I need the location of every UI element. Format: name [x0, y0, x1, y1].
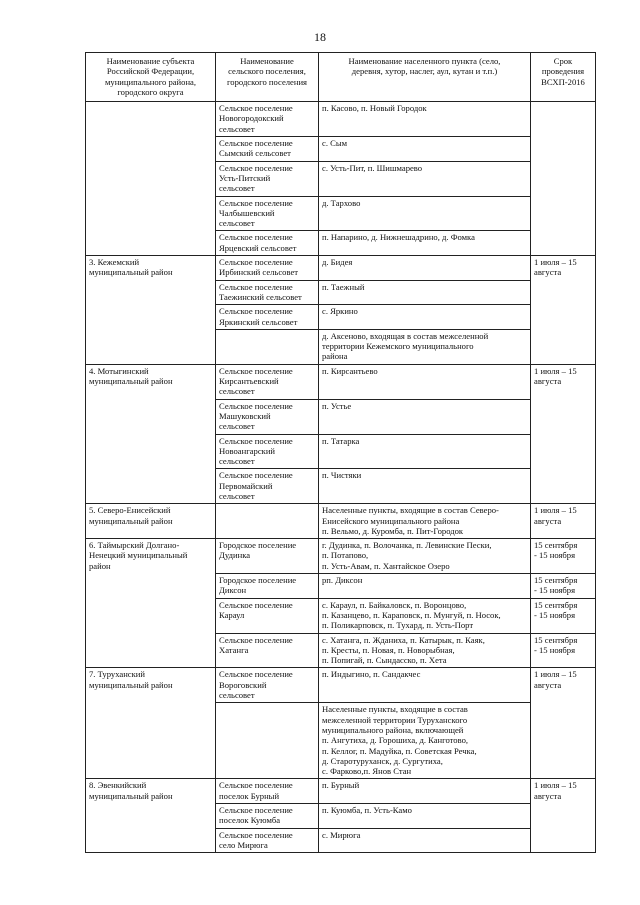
cell-line: территории Кежемского муниципального: [322, 341, 474, 352]
table-header-row: [86, 53, 596, 102]
cell-line: п. Поликарповск, п. Тухард, п. Усть-Порт: [322, 620, 474, 631]
cell-line: 1 июля – 15: [534, 257, 577, 268]
cell-line: п. Индыгино, п. Сандакчес: [322, 669, 421, 680]
cell-line: сельсовет: [219, 218, 255, 229]
settlement-cell: [216, 434, 319, 469]
cell-line: - 15 ноября: [534, 585, 576, 596]
locality-cell: [319, 434, 531, 469]
settlement-cell: [216, 633, 319, 668]
cell-line: 1 июля – 15: [534, 780, 577, 791]
period-cell: [531, 779, 596, 853]
settlement-cell: [216, 231, 319, 256]
cell-line: Сельское поселение: [219, 365, 293, 376]
cell-line: поселок Куюмба: [219, 815, 281, 826]
cell-line: Сельское поселение: [219, 435, 293, 446]
cell-line: д. Старотуруханск, д. Сургутиха,: [322, 755, 443, 766]
cell-line: Населенные пункты, входящие в состав Северо-: [322, 505, 499, 516]
cell-line: деревня, хутор, наслег, аул, кутан и т.п.): [351, 66, 498, 77]
cell-line: 5. Северо-Енисейский: [89, 505, 171, 516]
cell-line: Наименование населенного пункта (село,: [348, 56, 501, 66]
settlement-cell: [216, 256, 319, 281]
cell-line: сельсовет: [219, 690, 255, 701]
cell-line: Новоангарский: [219, 445, 276, 456]
cell-line: Населенные пункты, входящие в состав: [322, 704, 468, 715]
settlement-cell: [216, 305, 319, 330]
cell-line: сельсовет: [219, 490, 255, 501]
period-cell: [531, 256, 596, 365]
table-row: [86, 539, 596, 574]
locality-cell: [319, 469, 531, 504]
cell-line: п. Напарино, д. Нижнешадрино, д. Фомка: [322, 232, 475, 243]
locality-cell: [319, 102, 531, 137]
cell-line: Сельское поселение: [219, 599, 293, 610]
cell-line: п. Куюмба, п. Усть-Камо: [322, 805, 412, 815]
cell-line: Городское поселение: [219, 575, 297, 586]
settlement-cell: [216, 779, 319, 804]
cell-line: Чалбышевский: [219, 207, 275, 218]
settlement-cell: [216, 329, 319, 364]
page-number: 18: [314, 30, 326, 44]
locality-cell: [319, 305, 531, 330]
table-row: [86, 668, 596, 703]
period-cell: [531, 539, 596, 574]
locality-cell: [319, 256, 531, 281]
cell-line: п. Устье: [322, 400, 352, 411]
cell-line: муниципальный район: [89, 267, 173, 278]
district-cell: [86, 102, 216, 256]
header-period: [531, 53, 596, 102]
cell-line: 4. Мотыгинский: [89, 365, 149, 376]
cell-line: п. Попигай, п. Сындасско, п. Хета: [322, 655, 447, 666]
cell-line: 1 июля – 15: [534, 365, 577, 376]
cell-line: Сельское поселение: [219, 780, 293, 791]
settlement-cell: [216, 399, 319, 434]
cell-line: п. Ангутиха, д. Горошиха, д. Канготово,: [322, 735, 469, 746]
cell-line: 6. Таймырский Долгано-: [89, 540, 180, 551]
cell-line: с. Караул, п. Байкаловск, п. Воронцово,: [322, 599, 467, 610]
header-locality: [319, 53, 531, 102]
cell-line: - 15 ноября: [534, 550, 576, 561]
cell-line: муниципального района,: [104, 76, 197, 87]
locality-cell: [319, 161, 531, 196]
locality-cell: [319, 280, 531, 305]
cell-line: с. Хатанга, п. Жданиха, п. Катырык, п. Каяк,: [322, 634, 485, 645]
settlement-cell: [216, 804, 319, 829]
period-cell: [531, 574, 596, 599]
settlement-cell: [216, 703, 319, 779]
locality-cell: [319, 668, 531, 703]
district-cell: [86, 779, 216, 853]
table-body: [86, 102, 596, 853]
cell-line: Сельское поселение: [219, 197, 293, 208]
settlement-cell: [216, 102, 319, 137]
cell-line: Сымский сельсовет: [219, 148, 291, 159]
period-cell: [531, 598, 596, 633]
cell-line: д. Бидея: [322, 257, 353, 268]
settlement-cell: [216, 574, 319, 599]
cell-line: муниципальный район: [89, 515, 173, 526]
cell-line: п. Таежный: [322, 281, 365, 292]
cell-line: августа: [534, 376, 562, 387]
cell-line: Сельское поселение: [219, 257, 293, 268]
cell-line: района: [322, 351, 348, 362]
cell-line: 1 июля – 15: [534, 505, 577, 516]
cell-line: село Мирюга: [219, 839, 268, 850]
cell-line: муниципальный район: [89, 679, 173, 690]
locality-cell: [319, 539, 531, 574]
locality-cell: [319, 231, 531, 256]
settlement-cell: [216, 364, 319, 399]
cell-line: Сельское поселение: [219, 634, 293, 645]
district-cell: [86, 364, 216, 504]
cell-line: Новогородокский: [219, 113, 284, 124]
cell-line: Усть-Питский: [219, 172, 271, 183]
locality-cell: [319, 598, 531, 633]
settlement-cell: [216, 280, 319, 305]
cell-line: п. Вельмо, д. Куромба, п. Пит-Городок: [322, 525, 464, 536]
cell-line: проведения: [541, 66, 585, 77]
locality-cell: [319, 703, 531, 779]
locality-cell: [319, 137, 531, 162]
cell-line: сельсовет: [219, 183, 255, 194]
cell-line: сельского поселения,: [228, 66, 306, 77]
locality-cell: [319, 633, 531, 668]
cell-line: Сельское поселение: [219, 829, 293, 840]
cell-line: рп. Диксон: [322, 575, 363, 586]
cell-line: район: [89, 560, 111, 571]
cell-line: Сельское поселение: [219, 805, 293, 815]
district-cell: [86, 539, 216, 668]
cell-line: - 15 ноября: [534, 609, 576, 620]
cell-line: п. Казанцево, п. Караповск, п. Мунгуй, п. Носок,: [322, 609, 501, 620]
cell-line: Российской Федерации,: [106, 66, 195, 77]
cell-line: Яркинский сельсовет: [219, 316, 298, 327]
settlement-cell: [216, 504, 319, 539]
cell-line: Енисейского муниципального района: [322, 515, 460, 526]
table-row: [86, 256, 596, 281]
locality-cell: [319, 804, 531, 829]
cell-line: Вороговский: [219, 679, 267, 690]
cell-line: Кирсантьевский: [219, 376, 279, 387]
settlement-cell: [216, 161, 319, 196]
cell-line: 3. Кежемский: [89, 257, 140, 268]
table-row: [86, 504, 596, 539]
cell-line: городского поселения: [226, 76, 308, 87]
cell-line: муниципального района, включающей: [322, 724, 464, 735]
cell-line: городского округа: [117, 86, 184, 97]
cell-line: сельсовет: [219, 421, 255, 432]
cell-line: 15 сентября: [534, 540, 578, 551]
cell-line: августа: [534, 515, 562, 526]
cell-line: Срок: [553, 56, 573, 66]
district-cell: [86, 256, 216, 365]
cell-line: с. Фарково,п. Янов Стан: [322, 766, 412, 777]
cell-line: муниципальный район: [89, 376, 173, 387]
locality-cell: [319, 828, 531, 853]
table-row: [86, 102, 596, 137]
cell-line: п. Усть-Авам, п. Хантайское Озеро: [322, 560, 450, 571]
cell-line: с. Мирюга: [322, 829, 361, 840]
cell-line: п. Кресты, п. Новая, п. Новорыбная,: [322, 644, 455, 655]
cell-line: Дудинка: [219, 550, 251, 561]
cell-line: с. Сым: [322, 138, 348, 149]
district-cell: [86, 668, 216, 779]
cell-line: августа: [534, 790, 562, 801]
settlements-table: [85, 52, 596, 853]
period-cell: [531, 504, 596, 539]
cell-line: - 15 ноября: [534, 644, 576, 655]
settlement-cell: [216, 137, 319, 162]
cell-line: муниципальный район: [89, 790, 173, 801]
cell-line: п. Чистяки: [322, 470, 362, 481]
settlement-cell: [216, 828, 319, 853]
locality-cell: [319, 196, 531, 231]
cell-line: п. Кирсантьево: [322, 365, 378, 376]
cell-line: Машуковский: [219, 410, 271, 421]
cell-line: Городское поселение: [219, 540, 297, 551]
cell-line: д. Аксеново, входящая в состав межселенной: [322, 330, 489, 341]
locality-cell: [319, 329, 531, 364]
cell-line: д. Тархово: [322, 197, 361, 208]
period-cell: [531, 668, 596, 779]
cell-line: ВСХП-2016: [541, 76, 585, 87]
locality-cell: [319, 574, 531, 599]
cell-line: с. Яркино: [322, 306, 358, 317]
period-cell: [531, 633, 596, 668]
table-row: [86, 364, 596, 399]
cell-line: п. Потапово,: [322, 550, 369, 561]
cell-line: Ярцевский сельсовет: [219, 242, 297, 253]
cell-line: Диксон: [219, 585, 247, 596]
cell-line: сельсовет: [219, 386, 255, 397]
period-cell: [531, 364, 596, 504]
cell-line: Сельское поселение: [219, 138, 293, 149]
cell-line: 7. Туруханский: [89, 669, 145, 680]
locality-cell: [319, 364, 531, 399]
district-cell: [86, 504, 216, 539]
cell-line: п. Татарка: [322, 435, 360, 446]
header-settlement: [216, 53, 319, 102]
cell-line: Первомайский: [219, 480, 273, 491]
cell-line: 15 сентября: [534, 575, 578, 586]
cell-line: августа: [534, 267, 562, 278]
locality-cell: [319, 399, 531, 434]
locality-cell: [319, 779, 531, 804]
cell-line: Ирбинский сельсовет: [219, 267, 299, 278]
header-subject: [86, 53, 216, 102]
cell-line: Сельское поселение: [219, 162, 293, 173]
cell-line: Сельское поселение: [219, 400, 293, 411]
cell-line: 15 сентября: [534, 634, 578, 645]
cell-line: 1 июля – 15: [534, 669, 577, 680]
cell-line: п. Келлог, п. Мадуйка, п. Советская Речка,: [322, 745, 477, 756]
cell-line: Наименование: [240, 56, 294, 66]
cell-line: поселок Бурный: [219, 790, 280, 801]
cell-line: Таежинский сельсовет: [219, 291, 302, 302]
period-cell: [531, 102, 596, 256]
cell-line: п. Касово, п. Новый Городок: [322, 103, 427, 114]
cell-line: Хатанга: [219, 644, 249, 655]
cell-line: с. Усть-Пит, п. Шишмарево: [322, 162, 423, 173]
cell-line: сельсовет: [219, 123, 255, 134]
settlement-cell: [216, 539, 319, 574]
cell-line: Ненецкий муниципальный: [89, 550, 188, 561]
cell-line: Сельское поселение: [219, 103, 293, 114]
locality-cell: [319, 504, 531, 539]
cell-line: сельсовет: [219, 456, 255, 467]
settlement-cell: [216, 196, 319, 231]
cell-line: Сельское поселение: [219, 470, 293, 481]
cell-line: межселенной территории Туруханского: [322, 714, 468, 725]
cell-line: п. Бурный: [322, 780, 360, 791]
cell-line: Сельское поселение: [219, 232, 293, 243]
cell-line: Наименование субъекта: [106, 56, 195, 66]
cell-line: г. Дудинка, п. Волочанка, п. Левинские Пески,: [322, 540, 492, 551]
settlement-cell: [216, 668, 319, 703]
settlement-cell: [216, 469, 319, 504]
cell-line: 15 сентября: [534, 599, 578, 610]
cell-line: Сельское поселение: [219, 669, 293, 680]
cell-line: Сельское поселение: [219, 281, 293, 292]
cell-line: 8. Эвенкийский: [89, 780, 147, 791]
cell-line: Караул: [219, 609, 245, 620]
cell-line: Сельское поселение: [219, 306, 293, 317]
cell-line: августа: [534, 679, 562, 690]
settlement-cell: [216, 598, 319, 633]
table-row: [86, 779, 596, 804]
